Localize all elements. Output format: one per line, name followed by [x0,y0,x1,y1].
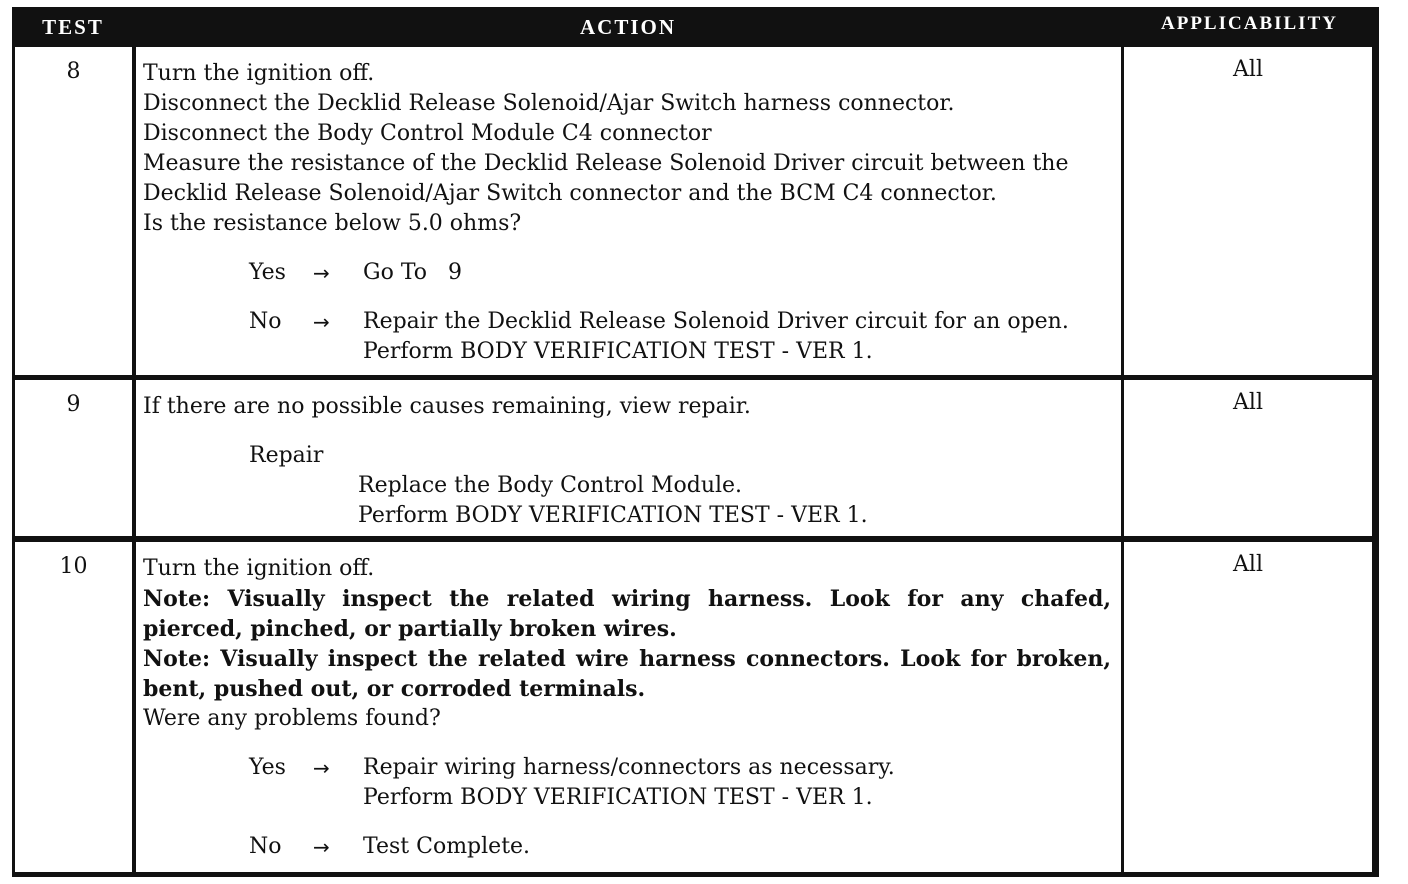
action-line: Disconnect the Body Control Module C4 connector [143,121,712,146]
applicability-value: All [1124,542,1372,872]
table-header [12,7,1379,47]
action-line: Disconnect the Decklid Release Solenoid/Ajar Switch harness connector. [143,91,955,116]
yes-result-continued: Perform BODY VERIFICATION TEST - VER 1. [363,785,873,810]
action-cell [136,380,1121,536]
arrow-icon: → [313,310,330,334]
header-test: TEST [42,15,104,39]
arrow-icon: → [313,261,330,285]
note-line: bent, pushed out, or corroded terminals. [143,676,646,702]
question-line: Were any problems found? [143,706,441,731]
applicability-value: All [1124,380,1372,536]
action-line: Turn the ignition off. [143,556,375,581]
action-cell [136,47,1121,375]
note-line: pierced, pinched, or partially broken wires. [143,616,677,642]
note-line: Note: Visually inspect the related wire harness connectors. Look for broken, [143,646,1111,672]
repair-text: Perform BODY VERIFICATION TEST - VER 1. [358,503,868,528]
action-line: Measure the resistance of the Decklid Release Solenoid Driver circuit between the [143,151,1069,176]
yes-result: Go To 9 [363,260,462,285]
yes-option [143,753,1121,783]
yes-result: Repair wiring harness/connectors as necessary. [363,755,895,780]
no-label: No [249,834,282,859]
applicability-value: All [1124,47,1372,375]
no-result: Repair the Decklid Release Solenoid Driver circuit for an open. [363,309,1069,334]
action-line: Is the resistance below 5.0 ohms? [143,211,522,236]
note-line: Note: Visually inspect the related wiring harness. Look for any chafed, [143,586,1111,612]
repair-label: Repair [249,443,324,468]
header-action: ACTION [579,15,676,39]
table-row-test-10 [12,542,1379,874]
yes-label: Yes [249,755,286,780]
action-cell [136,542,1121,872]
test-number: 10 [15,542,132,872]
yes-label: Yes [249,260,286,285]
action-line: If there are no possible causes remaining, view repair. [143,394,751,419]
arrow-icon: → [313,835,330,859]
no-result: Test Complete. [363,834,531,859]
yes-option [143,258,1121,288]
test-number: 9 [15,380,132,536]
table-row-test-8 [12,47,1379,377]
table-row-test-9 [12,380,1379,538]
diagnostic-table [12,7,1379,877]
arrow-icon: → [313,756,330,780]
test-number: 8 [15,47,132,375]
no-option [143,832,1121,862]
repair-text: Replace the Body Control Module. [358,473,743,498]
header-applicability: APPLICABILITY [1161,13,1338,34]
action-line: Turn the ignition off. [143,61,375,86]
no-option [143,307,1121,337]
no-label: No [249,309,282,334]
action-line: Decklid Release Solenoid/Ajar Switch connector and the BCM C4 connector. [143,181,997,206]
no-result-continued: Perform BODY VERIFICATION TEST - VER 1. [363,339,873,364]
